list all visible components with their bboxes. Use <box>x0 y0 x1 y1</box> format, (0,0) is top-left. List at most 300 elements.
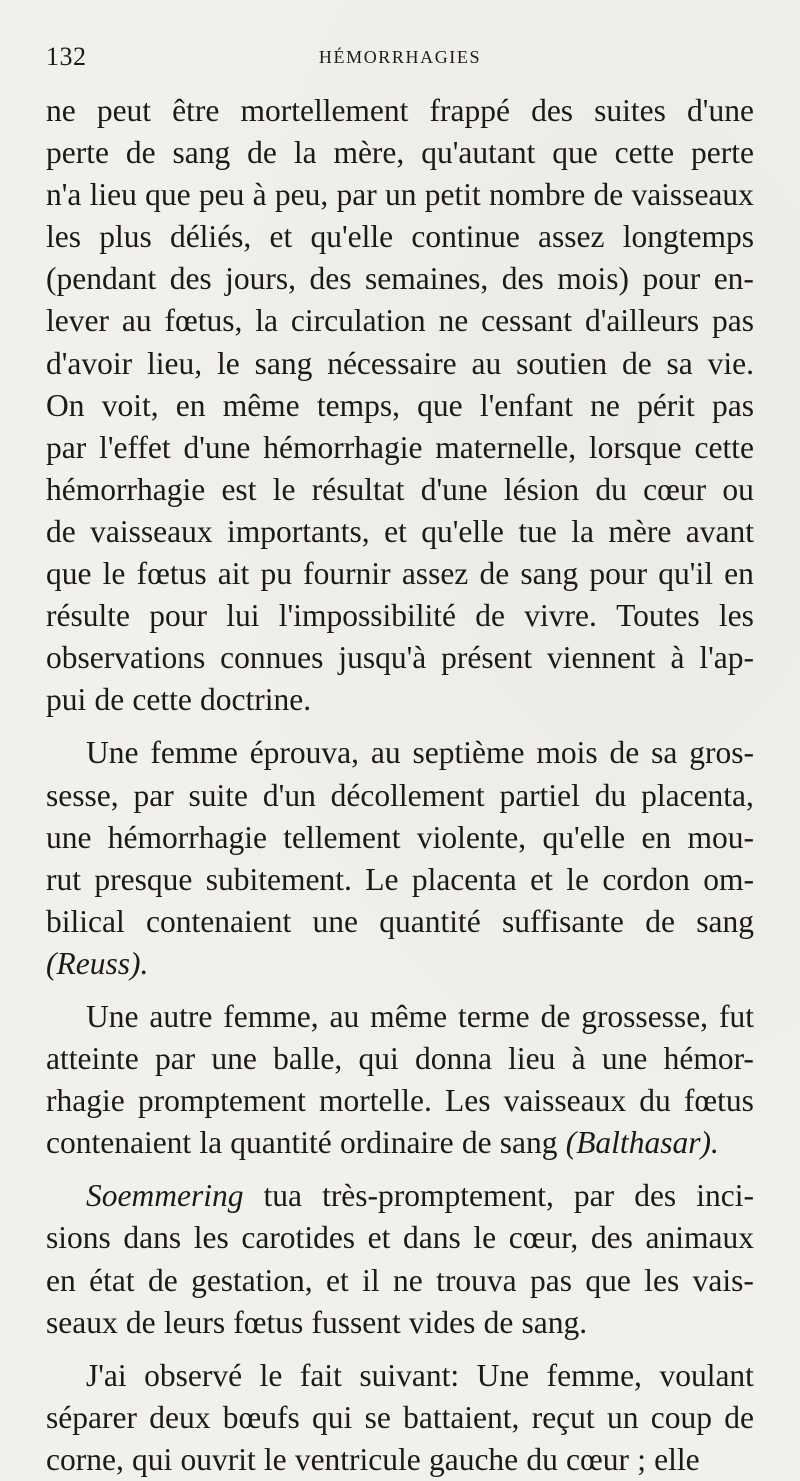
word: vaisseaux <box>90 513 213 549</box>
word: des <box>169 261 212 297</box>
word: lorsque <box>588 429 682 465</box>
text-line <box>46 1355 754 1397</box>
word: petit <box>424 177 481 213</box>
word: de <box>125 135 156 171</box>
word: reçut <box>531 1399 595 1435</box>
word: pas <box>712 387 754 423</box>
word: qui <box>312 1399 353 1435</box>
word: pu <box>260 556 292 592</box>
word: du <box>526 1441 558 1477</box>
word: Une <box>86 998 139 1034</box>
word: placenta, <box>641 777 754 813</box>
text-line <box>46 595 754 637</box>
word: sa <box>651 735 678 771</box>
word: voulant <box>659 1357 754 1393</box>
text-line <box>46 637 754 679</box>
word: jours, <box>225 261 297 297</box>
word: mois <box>536 735 598 771</box>
word: que <box>552 135 598 171</box>
word: connues <box>220 640 324 676</box>
word: (Balthasar). <box>565 1125 719 1161</box>
word: cette <box>694 429 754 465</box>
word: que <box>417 387 463 423</box>
word: de <box>475 598 505 634</box>
word: une <box>312 903 358 939</box>
word: très-promptement, <box>322 1178 554 1214</box>
word: fœtus <box>683 1083 754 1119</box>
word: rhagie <box>46 1083 125 1119</box>
word: vides <box>408 1304 476 1340</box>
word: fœtus <box>233 1304 304 1340</box>
word: d'une <box>687 93 754 128</box>
word: et <box>269 219 293 255</box>
word: du <box>594 777 627 813</box>
word: plus <box>99 219 152 255</box>
word: le <box>473 1220 497 1256</box>
word: de <box>247 135 277 171</box>
text-line <box>46 427 754 469</box>
word: (pendant <box>46 261 157 297</box>
word: qui <box>358 1041 399 1077</box>
text-line <box>46 258 754 300</box>
word: décollement <box>330 777 485 813</box>
word: temps, <box>316 387 400 423</box>
word: animaux <box>645 1220 754 1256</box>
word: perte <box>46 135 109 171</box>
word: sang <box>520 556 579 592</box>
word: cette <box>132 682 192 718</box>
text-line <box>46 901 754 943</box>
word: une <box>601 1041 648 1077</box>
word: et <box>326 1262 349 1298</box>
word: à <box>252 177 267 213</box>
word: résulte <box>46 598 130 634</box>
word: que <box>46 556 92 592</box>
word: la <box>571 513 594 549</box>
word: même <box>222 387 300 423</box>
word: J'ai <box>86 1357 127 1393</box>
word: périt <box>637 387 695 423</box>
word: sang <box>254 345 313 381</box>
word: le <box>263 1441 287 1477</box>
word: du <box>595 471 627 507</box>
word: des <box>309 261 352 297</box>
word: semaines, <box>364 261 489 297</box>
word: ; <box>637 1441 646 1477</box>
text-line <box>46 1397 754 1439</box>
word: par <box>336 177 377 213</box>
word: de <box>621 345 652 381</box>
word: des <box>501 261 544 297</box>
text-line <box>46 511 754 553</box>
word: suite <box>188 777 249 813</box>
word: présent <box>441 640 533 676</box>
text-line <box>46 1080 754 1122</box>
word: vie. <box>707 345 754 381</box>
word: une <box>46 819 92 855</box>
word: observations <box>46 640 206 676</box>
word: soutien <box>516 345 608 381</box>
word: lieu <box>89 177 137 213</box>
word: résultat <box>311 471 405 507</box>
word: contenaient <box>146 903 292 939</box>
word: sang <box>172 135 231 171</box>
page-header <box>46 36 754 76</box>
word: la <box>199 1125 223 1161</box>
word: de <box>540 998 571 1034</box>
paragraph-gap <box>46 721 754 732</box>
word: la <box>293 135 317 171</box>
word: septième <box>412 735 525 771</box>
word: Une <box>476 1357 530 1393</box>
word: éprouva, <box>249 735 360 771</box>
word: lésion <box>503 471 580 507</box>
word: ne <box>46 93 76 128</box>
word: Le <box>365 861 399 897</box>
word: en <box>46 1262 76 1298</box>
word: avant <box>685 513 754 549</box>
word: déliés, <box>169 219 252 255</box>
word: mère <box>608 513 672 549</box>
running-title: HÉMORRHAGIES <box>318 47 482 67</box>
word: cette <box>614 135 675 171</box>
word: de <box>46 513 76 549</box>
word: ait <box>217 556 250 592</box>
word: de <box>593 177 624 213</box>
word: des <box>590 1220 633 1256</box>
word: suffisante <box>502 903 624 939</box>
word: sang <box>499 1125 558 1161</box>
word: des <box>531 93 574 128</box>
word: qu'autant <box>421 135 536 171</box>
word: longtemps <box>622 219 754 255</box>
word: fussent <box>311 1304 401 1340</box>
word: par <box>46 429 87 465</box>
word: ne <box>393 1262 423 1298</box>
word: cordon <box>602 861 690 897</box>
word: en <box>724 556 754 592</box>
word: balle, <box>273 1041 343 1077</box>
word: Les <box>445 1083 491 1119</box>
word: que <box>145 177 191 213</box>
text-line <box>46 1122 754 1164</box>
text-line <box>46 174 754 216</box>
word: des <box>634 1178 677 1214</box>
word: qu'elle <box>421 513 504 549</box>
word: suivant: <box>359 1357 460 1393</box>
word: d'un <box>262 777 316 813</box>
word: ordinaire <box>339 1125 454 1161</box>
word: maternelle, <box>435 429 577 465</box>
word: l'ap- <box>699 640 754 676</box>
word: une <box>211 1041 257 1077</box>
word: Soemmering <box>86 1178 244 1214</box>
word: le <box>217 345 240 381</box>
word: au <box>370 735 401 771</box>
word: le <box>259 1357 283 1393</box>
word: perte <box>691 135 754 171</box>
word: à <box>571 1041 586 1077</box>
word: en- <box>713 261 754 297</box>
word: viennent <box>547 640 656 676</box>
text-line <box>46 300 754 342</box>
word: voit, <box>101 387 159 423</box>
word: dans <box>123 1220 182 1256</box>
word: partiel <box>499 777 580 813</box>
word: gauche <box>428 1441 519 1477</box>
word: l'enfant <box>479 387 573 423</box>
word: fœtus, <box>164 303 243 339</box>
word: de <box>479 556 510 592</box>
paragraph-gap <box>46 985 754 996</box>
word: de <box>125 1304 156 1340</box>
word: les <box>644 1262 680 1298</box>
word: contenaient <box>46 1125 192 1161</box>
word: Une <box>86 735 139 771</box>
word: de <box>609 735 640 771</box>
text-line <box>46 90 754 132</box>
word: peu, <box>274 177 329 213</box>
paragraph <box>46 732 754 985</box>
word: mortelle. <box>319 1083 432 1119</box>
word: sesse, <box>46 777 119 813</box>
word: fait <box>299 1357 342 1393</box>
word: et <box>384 513 407 549</box>
word: ne <box>438 303 469 339</box>
text-line <box>46 859 754 901</box>
word: l'impossibilité <box>278 598 456 634</box>
word: cœur <box>566 1441 630 1477</box>
word: les <box>718 598 754 634</box>
word: observé <box>144 1357 243 1393</box>
word: gestation, <box>191 1262 313 1298</box>
body-text <box>46 90 754 1481</box>
word: tua <box>263 1178 303 1214</box>
word: terme <box>457 998 530 1034</box>
word: fœtus <box>136 556 207 592</box>
word: lieu <box>508 1041 556 1077</box>
text-line <box>46 1439 754 1481</box>
word: peut <box>96 93 152 128</box>
word: donna <box>414 1041 492 1077</box>
word: d'avoir <box>46 345 133 381</box>
word: de <box>724 1399 754 1435</box>
word: être <box>172 93 220 128</box>
word: l'effet <box>99 429 171 465</box>
word: Toutes <box>616 598 700 634</box>
word: par <box>573 1178 615 1214</box>
word: de <box>461 1125 492 1161</box>
word: lui <box>226 598 260 634</box>
word: hémorrhagie <box>46 471 206 507</box>
word: il <box>362 1262 380 1298</box>
word: femme <box>150 735 238 771</box>
word: (Reuss). <box>46 945 149 981</box>
word: doctrine. <box>200 682 312 718</box>
word: au <box>471 345 502 381</box>
word: tellement <box>283 819 401 855</box>
word: en <box>641 819 672 855</box>
paragraph <box>46 996 754 1164</box>
word: lever <box>46 303 109 339</box>
text-line <box>46 343 754 385</box>
word: d'une <box>420 471 488 507</box>
word: au <box>329 998 360 1034</box>
word: inci- <box>696 1178 754 1214</box>
word: se <box>364 1399 391 1435</box>
paragraph-gap <box>46 1344 754 1355</box>
word: mortellement <box>240 93 409 128</box>
word: que <box>585 1262 631 1298</box>
word: et <box>367 1220 391 1256</box>
text-line <box>46 943 754 985</box>
word: presque <box>94 861 193 897</box>
word: tue <box>518 513 557 549</box>
word: rut <box>46 861 81 897</box>
text-line <box>46 1260 754 1302</box>
word: ouvrit <box>180 1441 256 1477</box>
word: femme, <box>546 1357 642 1393</box>
page-number: 132 <box>46 42 87 71</box>
word: à <box>670 640 685 676</box>
word: violente, <box>416 819 527 855</box>
paragraph <box>46 1175 754 1343</box>
word: mou- <box>687 819 754 855</box>
word: et <box>530 861 553 897</box>
word: d'ailleurs <box>584 303 700 339</box>
word: vais- <box>692 1262 754 1298</box>
word: deux <box>149 1399 211 1435</box>
word: la <box>255 303 278 339</box>
word: dans <box>403 1220 461 1256</box>
word: jusqu'à <box>338 640 427 676</box>
word: qu'il <box>658 556 713 592</box>
word: les <box>193 1220 229 1256</box>
word: mère, <box>333 135 405 171</box>
paragraph <box>46 90 754 721</box>
word: assez <box>538 219 605 255</box>
word: au <box>121 303 152 339</box>
word: sang. <box>521 1304 588 1340</box>
word: frappé <box>429 93 510 128</box>
word: leurs <box>163 1304 226 1340</box>
word: atteinte <box>46 1041 139 1077</box>
word: un <box>606 1399 639 1435</box>
text-line <box>46 469 754 511</box>
word: promptement <box>137 1083 306 1119</box>
word: séparer <box>46 1399 137 1435</box>
text-line <box>46 775 754 817</box>
word: hémorrhagie <box>107 819 267 855</box>
text-line <box>46 1302 754 1344</box>
word: om- <box>703 861 754 897</box>
word: sang <box>696 903 754 939</box>
word: n'a <box>46 177 82 213</box>
word: d'une <box>183 429 251 465</box>
word: de <box>147 1262 178 1298</box>
word: subitement. <box>205 861 352 897</box>
word: bœufs <box>222 1399 300 1435</box>
word: cœur, <box>508 1220 579 1256</box>
paragraph <box>46 1355 754 1481</box>
word: quantité <box>379 903 481 939</box>
word: trouva <box>436 1262 517 1298</box>
word: peu <box>198 177 245 213</box>
word: un <box>384 177 417 213</box>
word: de <box>94 682 125 718</box>
word: pour <box>149 598 207 634</box>
word: qui <box>132 1441 173 1477</box>
word: autre <box>149 998 213 1034</box>
word: ou <box>722 471 754 507</box>
word: mois) <box>557 261 630 297</box>
word: le <box>566 861 589 897</box>
text-line <box>46 996 754 1038</box>
word: de <box>483 1304 514 1340</box>
word: hémor- <box>663 1041 754 1077</box>
word: même <box>370 998 448 1034</box>
word: le <box>102 556 126 592</box>
word: fut <box>718 998 754 1034</box>
word: état <box>89 1262 135 1298</box>
word: vaisseaux <box>631 177 754 213</box>
word: hémorrhagie <box>263 429 423 465</box>
word: continue <box>411 219 520 255</box>
word: vivre. <box>524 598 597 634</box>
text-line <box>46 132 754 174</box>
word: grossesse, <box>581 998 709 1034</box>
word: vaisseaux <box>503 1083 627 1119</box>
word: pour <box>642 261 701 297</box>
word: ventricule <box>294 1441 421 1477</box>
word: pour <box>589 556 648 592</box>
text-line <box>46 1175 754 1217</box>
word: ne <box>590 387 620 423</box>
word: nombre <box>488 177 586 213</box>
text-line <box>46 817 754 859</box>
word: est <box>221 471 257 507</box>
word: coup <box>650 1399 712 1435</box>
word: pas <box>530 1262 573 1298</box>
word: assez <box>401 556 469 592</box>
word: quantité <box>230 1125 332 1161</box>
paragraph-gap <box>46 1164 754 1175</box>
word: battaient, <box>403 1399 520 1435</box>
word: le <box>272 471 296 507</box>
text-line <box>46 679 754 721</box>
word: corne, <box>46 1441 124 1477</box>
word: par <box>133 777 174 813</box>
word: elle <box>654 1441 700 1477</box>
word: bilical <box>46 903 125 939</box>
text-line <box>46 1217 754 1259</box>
word: fournir <box>303 556 391 592</box>
word: les <box>46 219 81 255</box>
text-line <box>46 732 754 774</box>
word: importants, <box>227 513 370 549</box>
word: femme, <box>223 998 319 1034</box>
word: placenta <box>411 861 517 897</box>
word: seaux <box>46 1304 118 1340</box>
word: nécessaire <box>327 345 457 381</box>
word: de <box>645 903 675 939</box>
word: par <box>154 1041 196 1077</box>
word: lieu, <box>147 345 203 381</box>
word: cœur <box>643 471 707 507</box>
word: en <box>175 387 206 423</box>
word: On <box>46 387 85 423</box>
word: sa <box>666 345 693 381</box>
